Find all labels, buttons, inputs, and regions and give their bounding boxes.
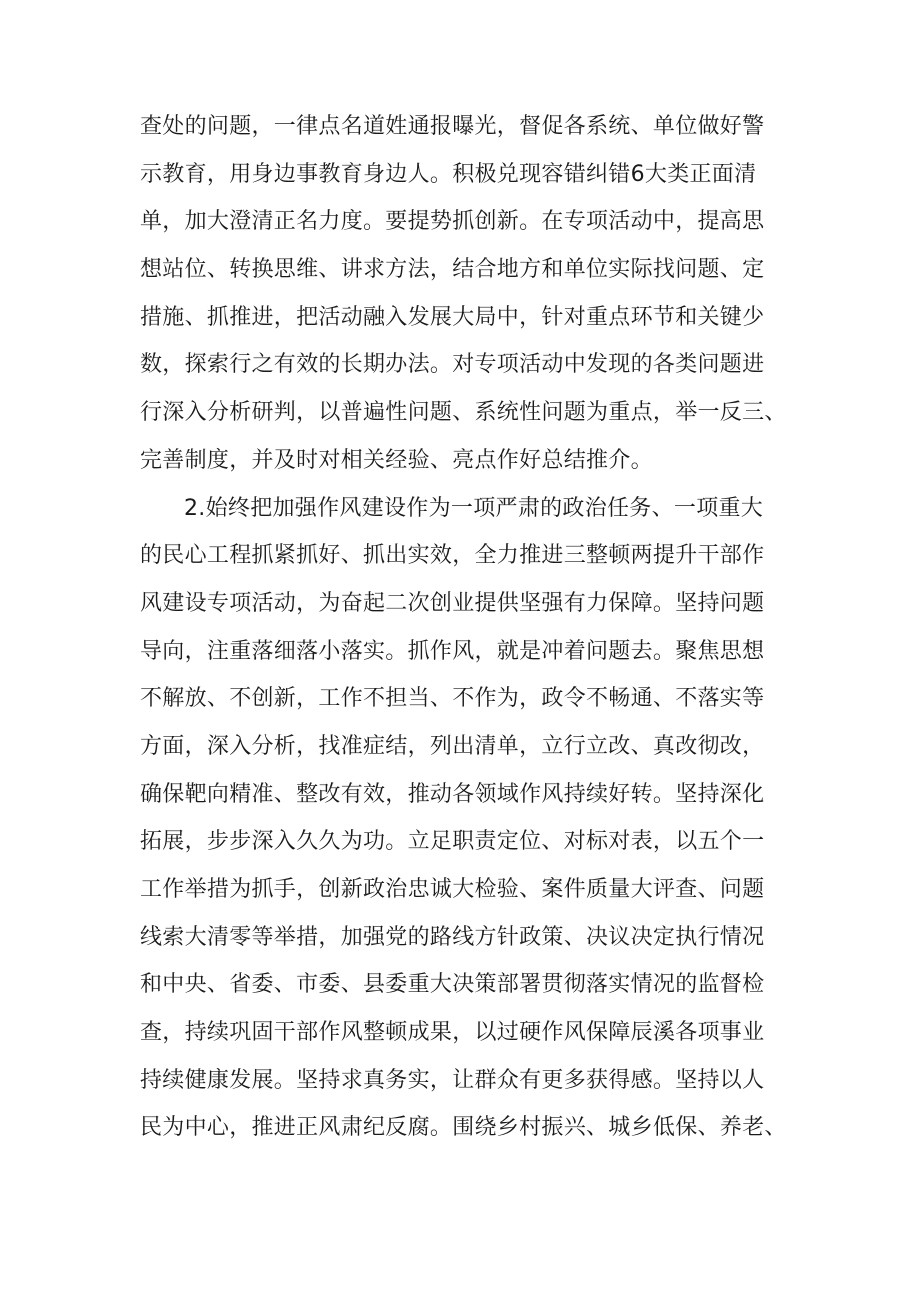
text-line: 完善制度，并及时对相关经验、亮点作好总结推介。 [140, 447, 653, 473]
text-line: 确保靶向精准、整改有效，推动各领域作风持续好转。坚持深化 [140, 781, 765, 807]
text-line: 示教育，用身边事教育身边人。积极兑现容错纠错6大类正面清 [140, 161, 757, 187]
text-line: 方面，深入分析，找准症结，列出清单，立行立改、真改彻改， [140, 733, 765, 759]
paragraph-2-first-line: 2.始终把加强作风建设作为一项严肃的政治任务、一项重大 [184, 495, 764, 521]
text-line: 数，探索行之有效的长期办法。对专项活动中发现的各类问题进 [140, 352, 765, 378]
text-line: 的民心工程抓紧抓好、抓出实效，全力推进三整顿两提升干部作 [140, 543, 765, 569]
text-line: 和中央、省委、市委、县委重大决策部署贯彻落实情况的监督检 [140, 972, 765, 998]
text-line: 单，加大澄清正名力度。要提势抓创新。在专项活动中，提高思 [140, 209, 765, 235]
text-line: 导向，注重落细落小落实。抓作风，就是冲着问题去。聚焦思想 [140, 638, 765, 664]
text-line: 不解放、不创新，工作不担当、不作为，政令不畅通、不落实等 [140, 686, 765, 712]
text-line: 风建设专项活动，为奋起二次创业提供坚强有力保障。坚持问题 [140, 590, 765, 616]
text-line: 查，持续巩固干部作风整顿成果，以过硬作风保障辰溪各项事业 [140, 1020, 765, 1046]
text-line: 措施、抓推进，把活动融入发展大局中，针对重点环节和关键少 [140, 304, 765, 330]
text-line: 行深入分析研判，以普遍性问题、系统性问题为重点，举一反三、 [140, 400, 787, 426]
text-line: 民为中心，推进正风肃纪反腐。围绕乡村振兴、城乡低保、养老、 [140, 1115, 787, 1141]
text-line: 持续健康发展。坚持求真务实，让群众有更多获得感。坚持以人 [140, 1067, 765, 1093]
document-body [140, 103, 786, 1152]
text-line: 想站位、转换思维、讲求方法，结合地方和单位实际找问题、定 [140, 257, 765, 283]
text-line: 拓展，步步深入久久为功。立足职责定位、对标对表，以五个一 [140, 829, 765, 855]
text-line: 查处的问题，一律点名道姓通报曝光，督促各系统、单位做好警 [140, 114, 765, 139]
text-line: 线索大清零等举措，加强党的路线方针政策、决议决定执行情况 [140, 924, 765, 950]
text-line: 工作举措为抓手，创新政治忠诚大检验、案件质量大评查、问题 [140, 877, 765, 902]
